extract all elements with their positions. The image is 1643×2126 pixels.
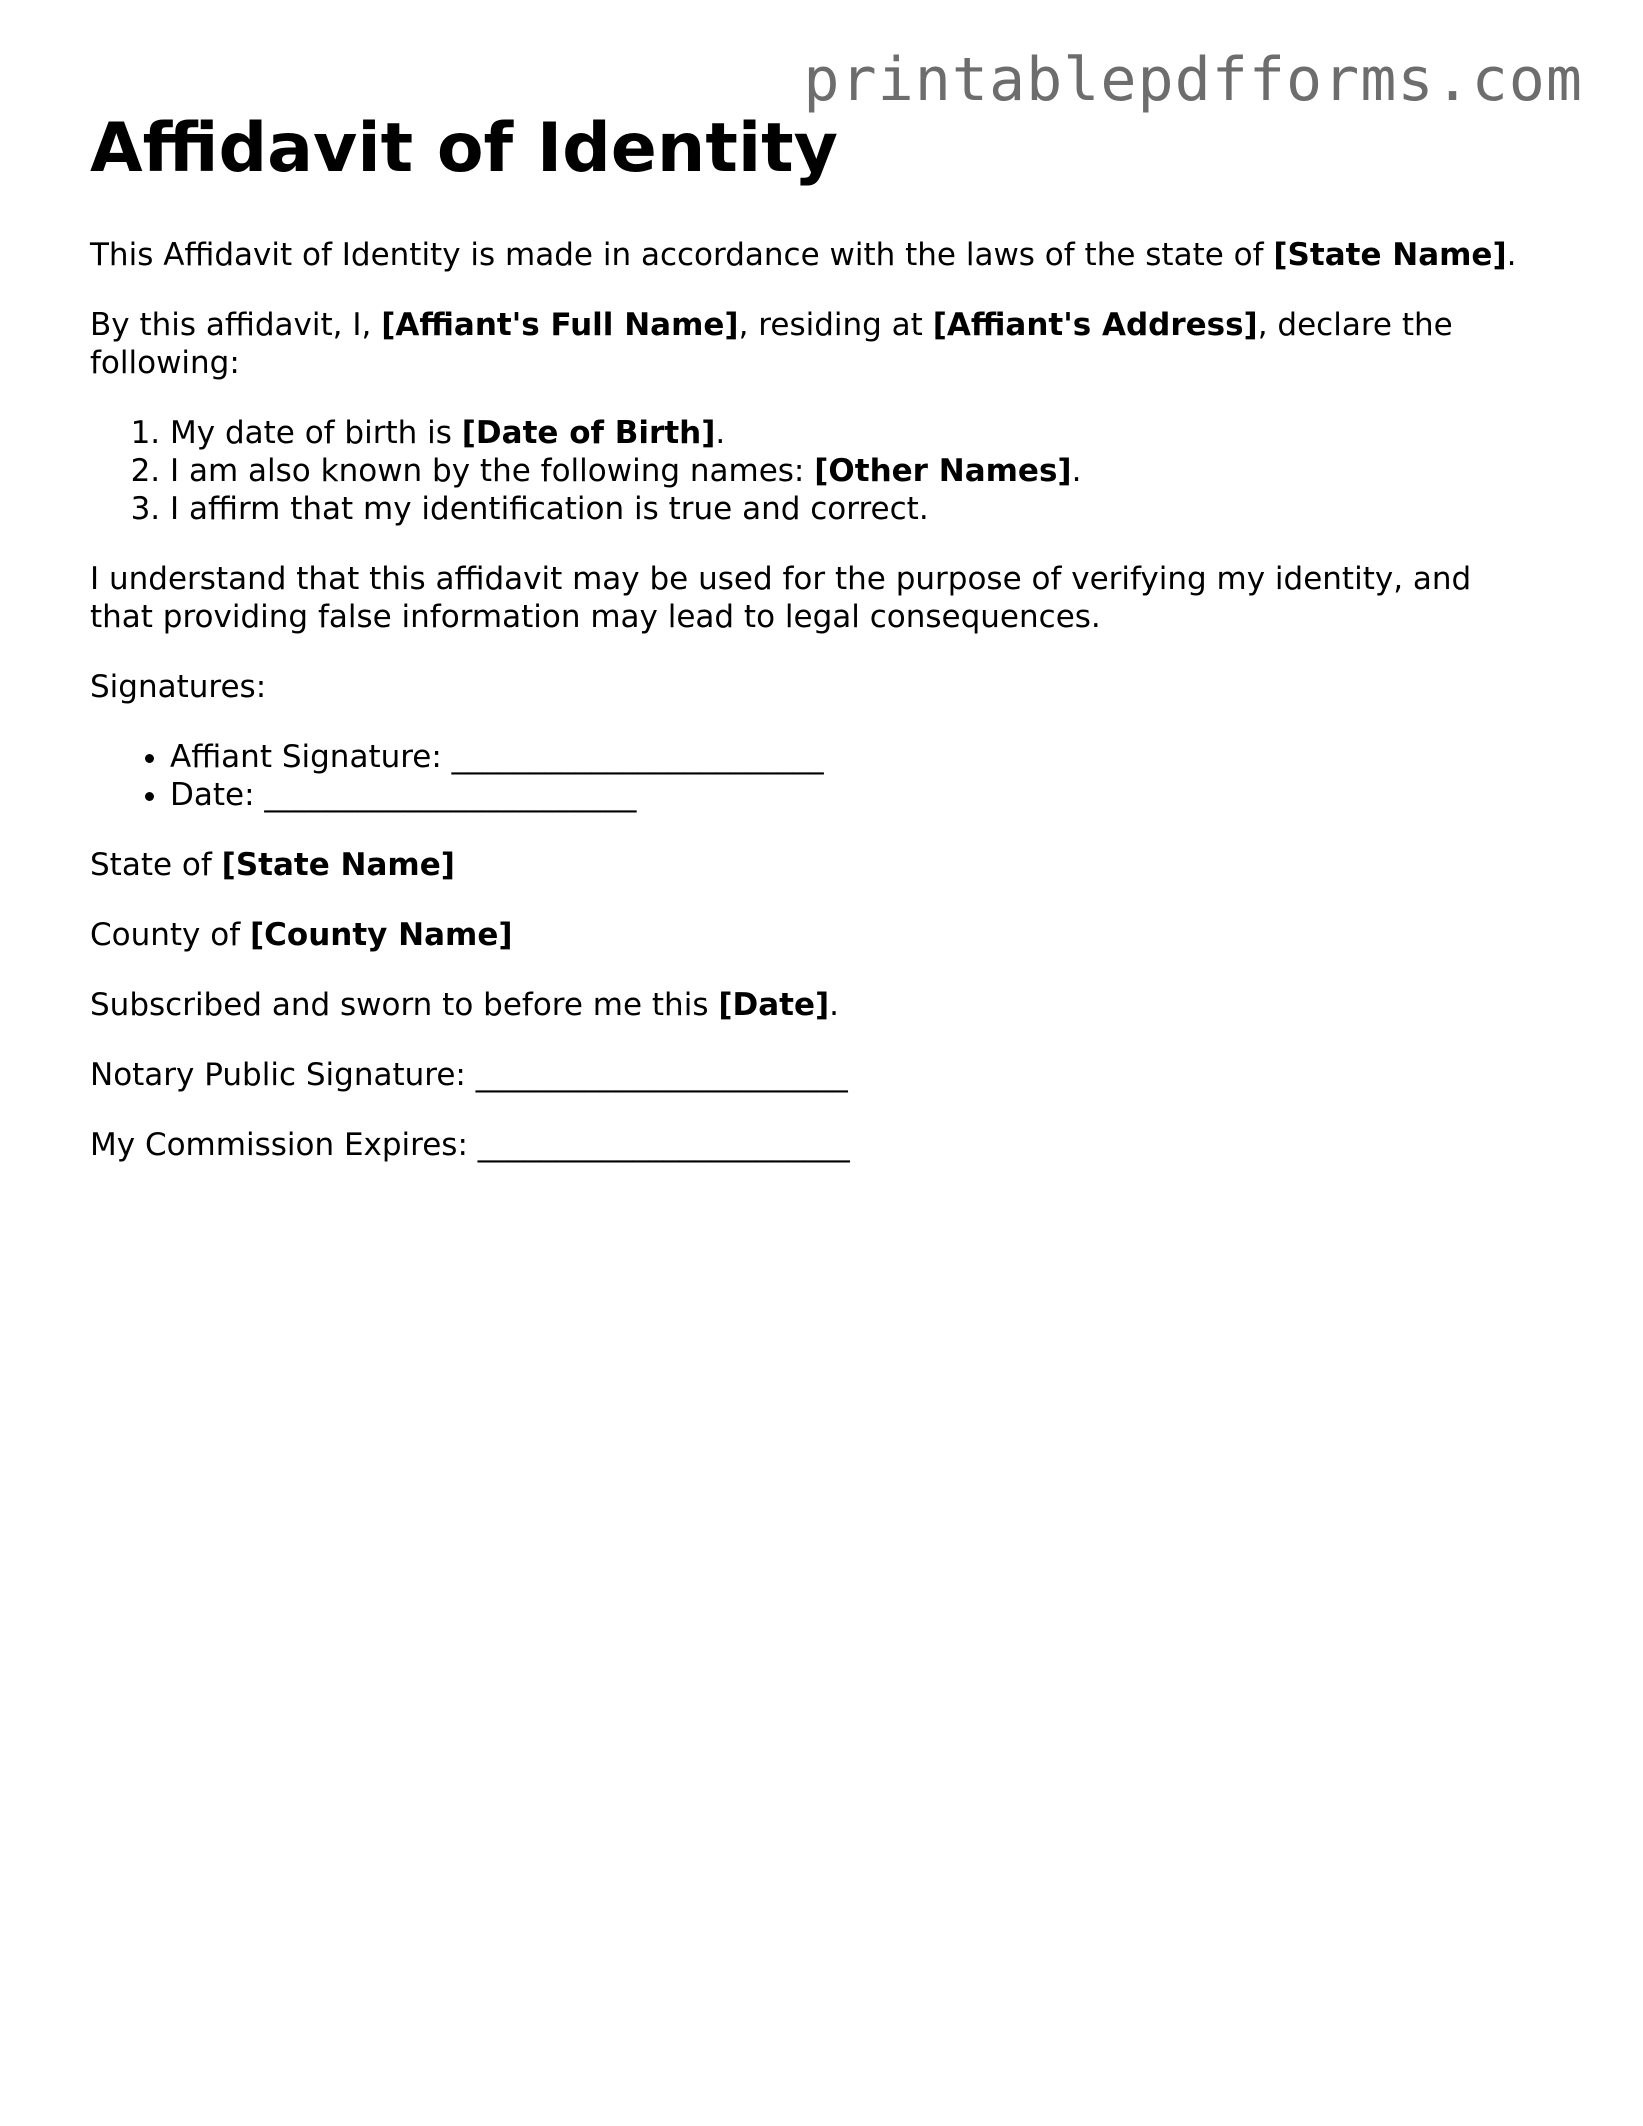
statement-text: I am also known by the following names:: [170, 453, 815, 490]
notary-county-field: [County Name]: [250, 917, 513, 954]
intro-text: This Affidavit of Identity is made in accordance with the laws of the state of: [90, 237, 1274, 274]
statements-list: [90, 414, 1540, 528]
date-line: • Date: ________________________: [170, 776, 1540, 814]
document-page: [90, 110, 1540, 1196]
other-names-field: [Other Names]: [814, 453, 1072, 490]
notary-state: [90, 846, 1540, 884]
notary-state-field: [State Name]: [221, 847, 455, 884]
notary-county-label: County of: [90, 917, 250, 954]
statement-item: [170, 452, 1540, 490]
understanding-paragraph: I understand that this affidavit may be used for the purpose of verifying my identity, and that providing false information may lead to legal consequences.: [90, 561, 1472, 636]
affiant-address-field: [Affiant's Address]: [932, 307, 1258, 344]
intro-paragraph: [90, 236, 1540, 274]
declaration-middle: , residing at: [738, 307, 933, 344]
notary-county: [90, 916, 1540, 954]
statement-text: I affirm that my identification is true and correct.: [170, 491, 929, 528]
affiant-signature-line: • Affiant Signature: ________________________: [170, 738, 1540, 776]
notary-state-label: State of: [90, 847, 222, 884]
document-title: Affidavit of Identity: [90, 109, 838, 188]
declaration-prefix: By this affidavit, I,: [90, 307, 382, 344]
statement-item: [170, 490, 1540, 528]
sworn-text: Subscribed and sworn to before me this: [90, 987, 719, 1024]
declaration-paragraph: [90, 306, 1540, 382]
sworn-date-field: [Date]: [718, 987, 830, 1024]
watermark: printablepdfforms.com: [803, 45, 1583, 115]
statement-end: .: [715, 415, 726, 452]
affiant-name-field: [Affiant's Full Name]: [381, 307, 739, 344]
signatures-heading: Signatures:: [90, 669, 267, 706]
signature-list: [90, 738, 1540, 814]
date-of-birth-field: [Date of Birth]: [461, 415, 716, 452]
notary-signature-line: Notary Public Signature: ________________________: [90, 1057, 848, 1094]
intro-end: .: [1506, 237, 1517, 274]
sworn-statement: [90, 986, 1540, 1024]
sworn-end: .: [829, 987, 840, 1024]
declaration-suffix: , declare the following:: [90, 307, 1453, 382]
statement-text: My date of birth is: [170, 415, 462, 452]
state-name-field: [State Name]: [1273, 237, 1507, 274]
commission-expires-line: My Commission Expires: ________________________: [90, 1127, 850, 1164]
statement-item: [170, 414, 1540, 452]
statement-end: .: [1071, 453, 1082, 490]
